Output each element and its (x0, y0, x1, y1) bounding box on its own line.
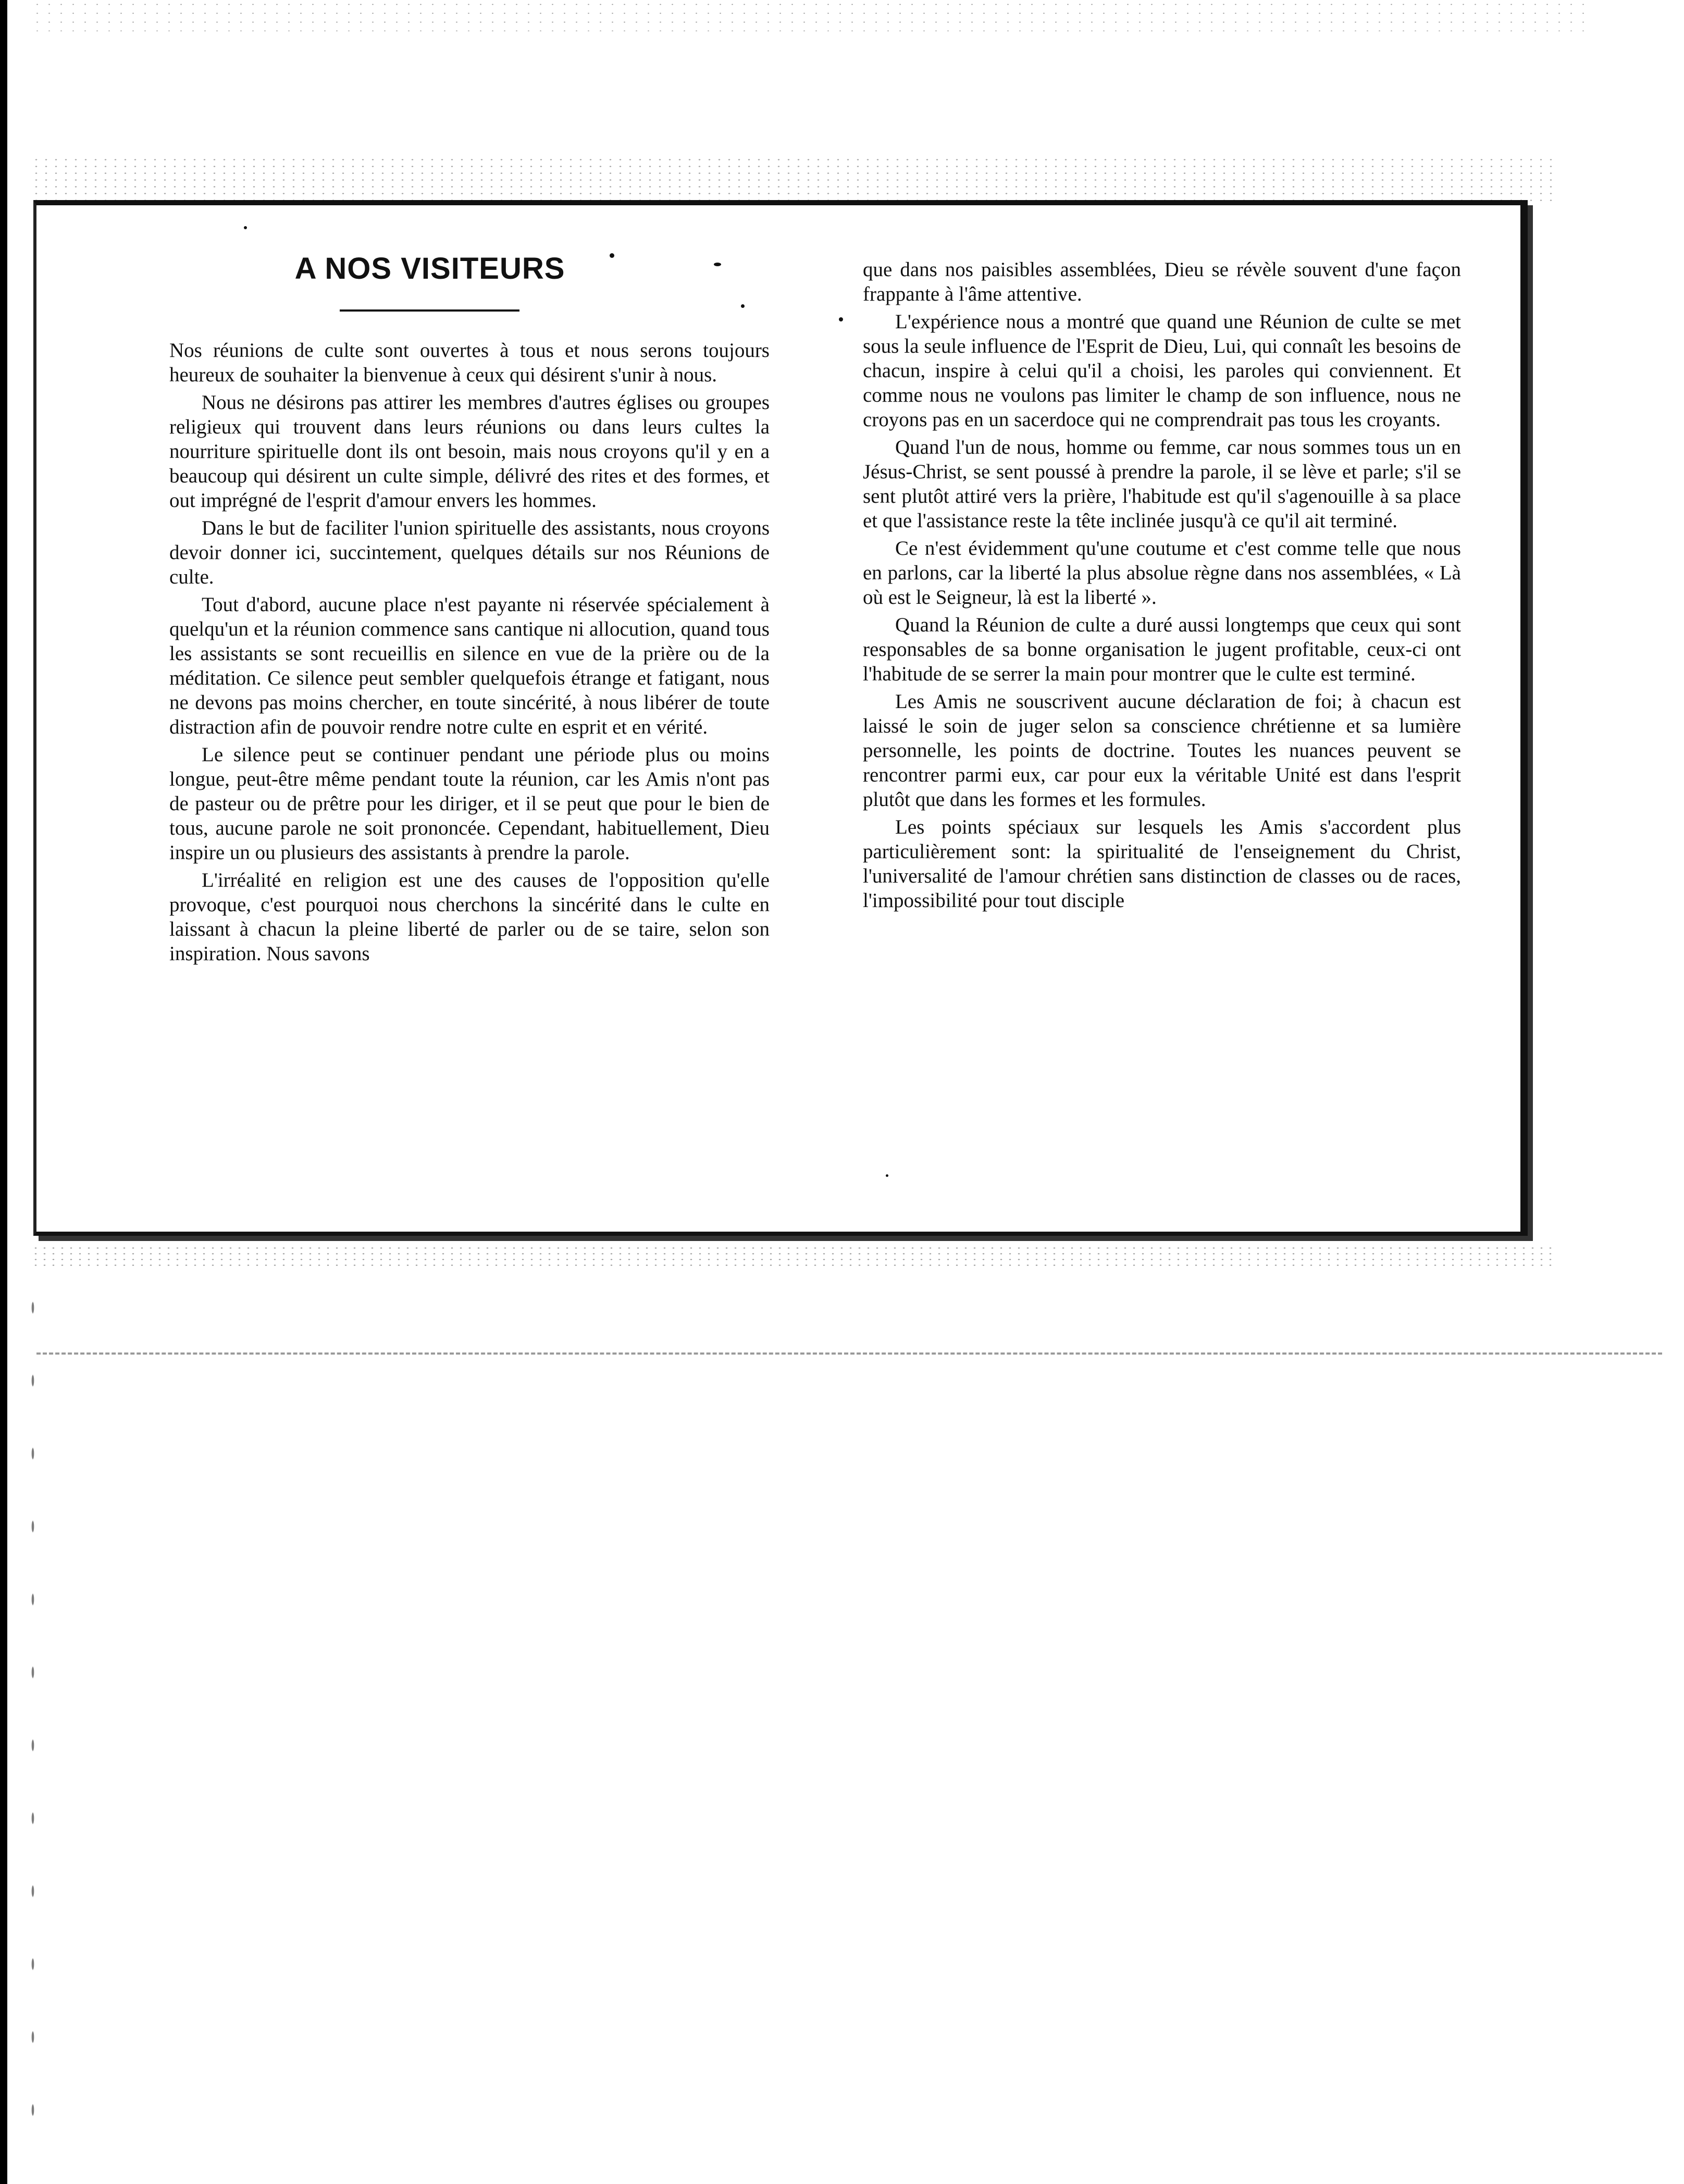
scan-noise-left (25, 1271, 41, 2157)
page-title: A NOS VISITEURS (294, 252, 565, 286)
right-column (863, 257, 1461, 913)
paragraph: que dans nos paisibles assemblées, Dieu se révèle souvent d'une façon frappante à l'âme attentive. (863, 258, 1461, 305)
ink-speck (886, 1174, 888, 1177)
paragraph: Les Amis ne souscrivent aucune déclaration de foi; à chacun est laissé le soin de juger selon sa conscience chrétienne et sa lumière personnelle, les points de doctrine. Toutes les nuances peuvent se rencontrer parmi eux, car pour eux la véritable Unité est dans l'esprit plutôt que dans les formes et les formules. (863, 690, 1461, 811)
scan-noise-band-bottom (31, 1245, 1558, 1266)
scan-noise-top (31, 0, 1594, 31)
fold-line (36, 1352, 1662, 1355)
paragraph: Les points spéciaux sur lesquels les Amis s'accordent plus particulièrement sont: la spiritualité de l'enseignement du Christ, l'universalité de l'amour chrétien sans distinction de classes ou de races, l'impossibilité pour tout disciple (863, 816, 1461, 912)
ink-speck (839, 317, 843, 321)
ink-speck (244, 226, 247, 229)
paragraph: Tout d'abord, aucune place n'est payante ni réservée spécialement à quelqu'un et la réunion commence sans cantique ni allocution, quand tous les assistants se sont recueillis en silence en vue de la prière ou de la méditation. Ce silence peut sembler quelquefois étrange et fatigant, nous ne devons pas moins chercher, en toute sincérité, à nous libérer de toute distraction afin de pouvoir rendre notre culte en esprit et en vérité. (169, 593, 770, 738)
scan-noise-band-top (31, 156, 1558, 203)
ink-speck (714, 263, 721, 266)
left-column (169, 338, 770, 966)
ink-speck (741, 304, 745, 308)
paragraph: Ce n'est évidemment qu'une coutume et c'est comme telle que nous en parlons, car la liberté la plus absolue règne dans nos assemblées, « Là où est le Seigneur, là est la liberté ». (863, 537, 1461, 609)
paragraph: Nous ne désirons pas attirer les membres d'autres églises ou groupes religieux qui trouvent dans leurs réunions ou dans leurs cultes la nourriture spirituelle dont ils ont besoin, mais nous croyons qu'il y en a beaucoup qui désirent un culte simple, délivré des rites et des formes, et out imprégné de l'esprit d'amour envers les hommes. (169, 391, 770, 512)
paragraph: L'irréalité en religion est une des causes de l'opposition qu'elle provoque, c'est pourquoi nous cherchons la sincérité dans le culte en laissant à chacun la pleine liberté de parler ou de se taire, selon son inspiration. Nous savons (169, 869, 770, 965)
paragraph: Quand l'un de nous, homme ou femme, car nous sommes tous un en Jésus-Christ, se sent poussé à prendre la parole, il se lève et parle; s'il se sent plutôt attiré vers la prière, l'habitude est qu'il s'agenouille à sa place et que l'assistance reste la tête inclinée jusqu'à ce qu'il ait terminé. (863, 436, 1461, 532)
paragraph: Nos réunions de culte sont ouvertes à tous et nous serons toujours heureux de souhaiter la bienvenue à ceux qui désirent s'unir à nous. (169, 339, 770, 386)
paragraph: Dans le but de faciliter l'union spirituelle des assistants, nous croyons devoir donner ici, succintement, quelques détails sur nos Réunions de culte. (169, 517, 770, 588)
title-underline (340, 309, 519, 312)
ink-speck (610, 253, 614, 258)
scan-left-edge (0, 0, 7, 2184)
paragraph: Le silence peut se continuer pendant une période plus ou moins longue, peut-être même pendant toute la réunion, car les Amis n'ont pas de pasteur ou de prêtre pour les diriger, et il se peut que pour le bien de tous, aucune parole ne soit prononcée. Cependant, habituellement, Dieu inspire un ou plusieurs des assistants à prendre la parole. (169, 743, 770, 864)
paragraph: L'expérience nous a montré que quand une Réunion de culte se met sous la seule influence de l'Esprit de Dieu, Lui, qui connaît les besoins de chacun, inspire à celui qu'il a choisi, les paroles qui conviennent. Et comme nous ne voulons pas limiter le champ de son influence, nous ne croyons pas en un sacerdoce qui ne comprendrait pas tous les croyants. (863, 311, 1461, 431)
paragraph: Quand la Réunion de culte a duré aussi longtemps que ceux qui sont responsables de sa bonne organisation le jugent profitable, ceux-ci ont l'habitude de se serrer la main pour montrer que le culte est terminé. (863, 614, 1461, 685)
printed-panel (33, 200, 1528, 1236)
